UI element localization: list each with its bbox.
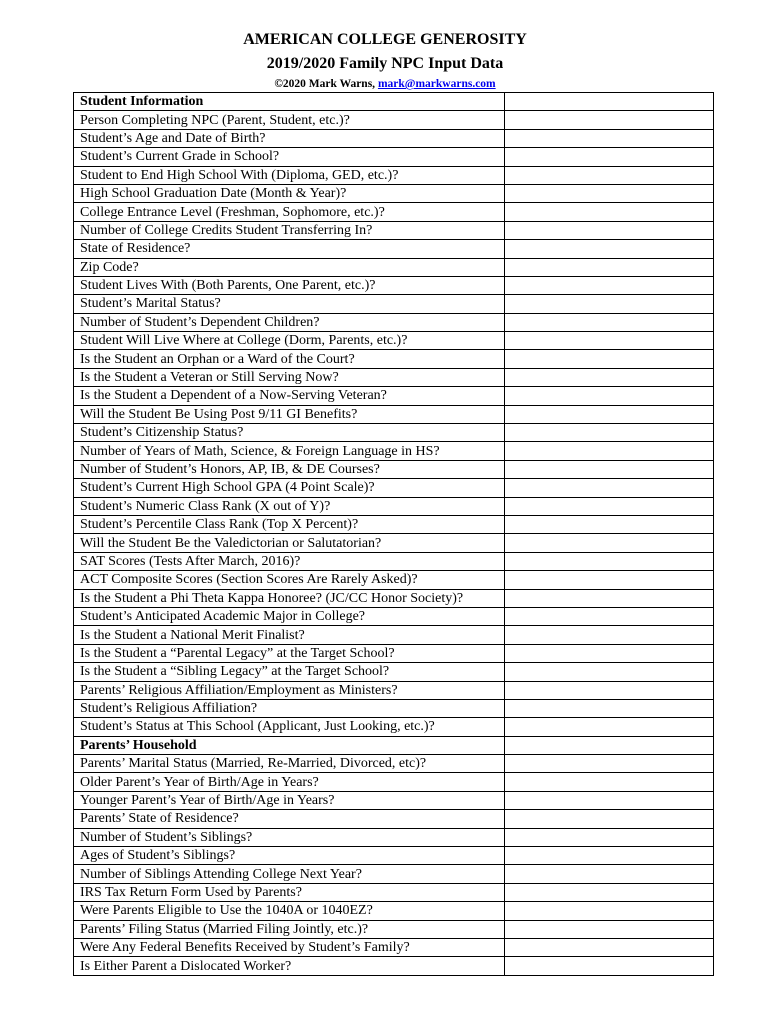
question-label: Number of Student’s Honors, AP, IB, & DE Courses? bbox=[74, 460, 505, 478]
author-email-link[interactable]: mark@markwarns.com bbox=[377, 78, 496, 90]
answer-cell[interactable] bbox=[505, 148, 714, 166]
question-row bbox=[74, 847, 714, 865]
answer-cell[interactable] bbox=[505, 424, 714, 442]
answer-cell[interactable] bbox=[505, 258, 714, 276]
question-label: Student’s Age and Date of Birth? bbox=[74, 129, 505, 147]
answer-cell[interactable] bbox=[505, 699, 714, 717]
question-row bbox=[74, 221, 714, 239]
question-row bbox=[74, 718, 714, 736]
question-row bbox=[74, 644, 714, 662]
question-row bbox=[74, 534, 714, 552]
document-title: AMERICAN COLLEGE GENEROSITY bbox=[243, 31, 527, 48]
question-row bbox=[74, 699, 714, 717]
answer-cell[interactable] bbox=[505, 405, 714, 423]
answer-cell[interactable] bbox=[505, 460, 714, 478]
answer-cell[interactable] bbox=[505, 534, 714, 552]
question-row bbox=[74, 479, 714, 497]
question-row bbox=[74, 755, 714, 773]
question-row bbox=[74, 810, 714, 828]
answer-cell[interactable] bbox=[505, 571, 714, 589]
answer-cell[interactable] bbox=[505, 350, 714, 368]
answer-cell[interactable] bbox=[505, 589, 714, 607]
input-data-table bbox=[73, 92, 714, 976]
question-label: IRS Tax Return Form Used by Parents? bbox=[74, 883, 505, 901]
question-row bbox=[74, 626, 714, 644]
question-row bbox=[74, 313, 714, 331]
question-label: Younger Parent’s Year of Birth/Age in Years? bbox=[74, 791, 505, 809]
question-row bbox=[74, 148, 714, 166]
question-label: Were Any Federal Benefits Received by Student’s Family? bbox=[74, 938, 505, 956]
answer-cell[interactable] bbox=[505, 111, 714, 129]
answer-cell[interactable] bbox=[505, 184, 714, 202]
answer-cell[interactable] bbox=[505, 221, 714, 239]
question-label: Zip Code? bbox=[74, 258, 505, 276]
answer-cell[interactable] bbox=[505, 644, 714, 662]
answer-cell[interactable] bbox=[505, 810, 714, 828]
answer-cell[interactable] bbox=[505, 920, 714, 938]
question-row bbox=[74, 773, 714, 791]
section-header-blank bbox=[505, 736, 714, 754]
question-row bbox=[74, 442, 714, 460]
question-row bbox=[74, 571, 714, 589]
question-label: Number of Years of Math, Science, & Foreign Language in HS? bbox=[74, 442, 505, 460]
question-row bbox=[74, 405, 714, 423]
answer-cell[interactable] bbox=[505, 902, 714, 920]
question-label: Student’s Percentile Class Rank (Top X Percent)? bbox=[74, 515, 505, 533]
question-label: Parents’ Marital Status (Married, Re-Married, Divorced, etc)? bbox=[74, 755, 505, 773]
question-label: Student’s Current High School GPA (4 Point Scale)? bbox=[74, 479, 505, 497]
question-row bbox=[74, 938, 714, 956]
answer-cell[interactable] bbox=[505, 865, 714, 883]
question-row bbox=[74, 368, 714, 386]
answer-cell[interactable] bbox=[505, 479, 714, 497]
answer-cell[interactable] bbox=[505, 773, 714, 791]
answer-cell[interactable] bbox=[505, 442, 714, 460]
question-label: SAT Scores (Tests After March, 2016)? bbox=[74, 552, 505, 570]
answer-cell[interactable] bbox=[505, 626, 714, 644]
answer-cell[interactable] bbox=[505, 938, 714, 956]
answer-cell[interactable] bbox=[505, 515, 714, 533]
question-label: Older Parent’s Year of Birth/Age in Years? bbox=[74, 773, 505, 791]
question-label: Is the Student a Dependent of a Now-Serving Veteran? bbox=[74, 387, 505, 405]
question-row bbox=[74, 295, 714, 313]
answer-cell[interactable] bbox=[505, 552, 714, 570]
section-header-row bbox=[74, 736, 714, 754]
question-row bbox=[74, 276, 714, 294]
section-header-row bbox=[74, 93, 714, 111]
answer-cell[interactable] bbox=[505, 681, 714, 699]
question-label: Is the Student a Phi Theta Kappa Honoree? (JC/CC Honor Society)? bbox=[74, 589, 505, 607]
question-label: Number of Student’s Dependent Children? bbox=[74, 313, 505, 331]
section-header-blank bbox=[505, 93, 714, 111]
question-row bbox=[74, 681, 714, 699]
answer-cell[interactable] bbox=[505, 240, 714, 258]
copyright-line bbox=[0, 77, 770, 91]
answer-cell[interactable] bbox=[505, 718, 714, 736]
question-row bbox=[74, 332, 714, 350]
answer-cell[interactable] bbox=[505, 368, 714, 386]
answer-cell[interactable] bbox=[505, 791, 714, 809]
question-label: Were Parents Eligible to Use the 1040A or 1040EZ? bbox=[74, 902, 505, 920]
question-row bbox=[74, 607, 714, 625]
question-row bbox=[74, 865, 714, 883]
section-header-label: Student Information bbox=[74, 93, 505, 111]
question-label: Student’s Marital Status? bbox=[74, 295, 505, 313]
question-row bbox=[74, 166, 714, 184]
question-row bbox=[74, 184, 714, 202]
question-row bbox=[74, 515, 714, 533]
answer-cell[interactable] bbox=[505, 828, 714, 846]
question-label: Number of Siblings Attending College Next Year? bbox=[74, 865, 505, 883]
answer-cell[interactable] bbox=[505, 663, 714, 681]
answer-cell[interactable] bbox=[505, 295, 714, 313]
question-label: Number of Student’s Siblings? bbox=[74, 828, 505, 846]
question-label: Will the Student Be the Valedictorian or Salutatorian? bbox=[74, 534, 505, 552]
question-label: Is the Student a “Sibling Legacy” at the Target School? bbox=[74, 663, 505, 681]
question-label: Is the Student a “Parental Legacy” at the Target School? bbox=[74, 644, 505, 662]
answer-cell[interactable] bbox=[505, 607, 714, 625]
question-row bbox=[74, 111, 714, 129]
question-row bbox=[74, 497, 714, 515]
question-label: Number of College Credits Student Transferring In? bbox=[74, 221, 505, 239]
section-header-label: Parents’ Household bbox=[74, 736, 505, 754]
question-label: Person Completing NPC (Parent, Student, etc.)? bbox=[74, 111, 505, 129]
question-row bbox=[74, 240, 714, 258]
question-row bbox=[74, 883, 714, 901]
question-row bbox=[74, 791, 714, 809]
question-label: Student’s Religious Affiliation? bbox=[74, 699, 505, 717]
answer-cell[interactable] bbox=[505, 203, 714, 221]
answer-cell[interactable] bbox=[505, 276, 714, 294]
answer-cell[interactable] bbox=[505, 166, 714, 184]
answer-cell[interactable] bbox=[505, 497, 714, 515]
question-row bbox=[74, 424, 714, 442]
question-row bbox=[74, 663, 714, 681]
answer-cell[interactable] bbox=[505, 332, 714, 350]
question-label: Student’s Citizenship Status? bbox=[74, 424, 505, 442]
answer-cell[interactable] bbox=[505, 883, 714, 901]
question-label: ACT Composite Scores (Section Scores Are Rarely Asked)? bbox=[74, 571, 505, 589]
question-label: Is the Student an Orphan or a Ward of the Court? bbox=[74, 350, 505, 368]
question-row bbox=[74, 828, 714, 846]
question-label: Is the Student a National Merit Finalist? bbox=[74, 626, 505, 644]
answer-cell[interactable] bbox=[505, 387, 714, 405]
question-label: State of Residence? bbox=[74, 240, 505, 258]
question-row bbox=[74, 387, 714, 405]
question-label: Is Either Parent a Dislocated Worker? bbox=[74, 957, 505, 975]
question-label: Is the Student a Veteran or Still Serving Now? bbox=[74, 368, 505, 386]
question-label: High School Graduation Date (Month & Year)? bbox=[74, 184, 505, 202]
question-row bbox=[74, 129, 714, 147]
question-row bbox=[74, 552, 714, 570]
question-label: Ages of Student’s Siblings? bbox=[74, 847, 505, 865]
question-label: Parents’ Filing Status (Married Filing Jointly, etc.)? bbox=[74, 920, 505, 938]
question-row bbox=[74, 203, 714, 221]
question-label: College Entrance Level (Freshman, Sophomore, etc.)? bbox=[74, 203, 505, 221]
question-label: Student Lives With (Both Parents, One Parent, etc.)? bbox=[74, 276, 505, 294]
copyright-text: ©2020 Mark Warns, bbox=[274, 78, 378, 90]
question-label: Student’s Status at This School (Applicant, Just Looking, etc.)? bbox=[74, 718, 505, 736]
question-row bbox=[74, 957, 714, 975]
document-subtitle: 2019/2020 Family NPC Input Data bbox=[266, 55, 504, 72]
question-row bbox=[74, 902, 714, 920]
question-label: Student to End High School With (Diploma, GED, etc.)? bbox=[74, 166, 505, 184]
answer-cell[interactable] bbox=[505, 129, 714, 147]
answer-cell[interactable] bbox=[505, 957, 714, 975]
question-label: Student’s Anticipated Academic Major in College? bbox=[74, 607, 505, 625]
answer-cell[interactable] bbox=[505, 755, 714, 773]
question-label: Student’s Numeric Class Rank (X out of Y)? bbox=[74, 497, 505, 515]
answer-cell[interactable] bbox=[505, 313, 714, 331]
question-row bbox=[74, 350, 714, 368]
question-label: Student Will Live Where at College (Dorm, Parents, etc.)? bbox=[74, 332, 505, 350]
question-label: Student’s Current Grade in School? bbox=[74, 148, 505, 166]
question-label: Parents’ State of Residence? bbox=[74, 810, 505, 828]
answer-cell[interactable] bbox=[505, 847, 714, 865]
question-label: Will the Student Be Using Post 9/11 GI Benefits? bbox=[74, 405, 505, 423]
question-label: Parents’ Religious Affiliation/Employment as Ministers? bbox=[74, 681, 505, 699]
question-row bbox=[74, 460, 714, 478]
question-row bbox=[74, 589, 714, 607]
question-row bbox=[74, 258, 714, 276]
question-row bbox=[74, 920, 714, 938]
